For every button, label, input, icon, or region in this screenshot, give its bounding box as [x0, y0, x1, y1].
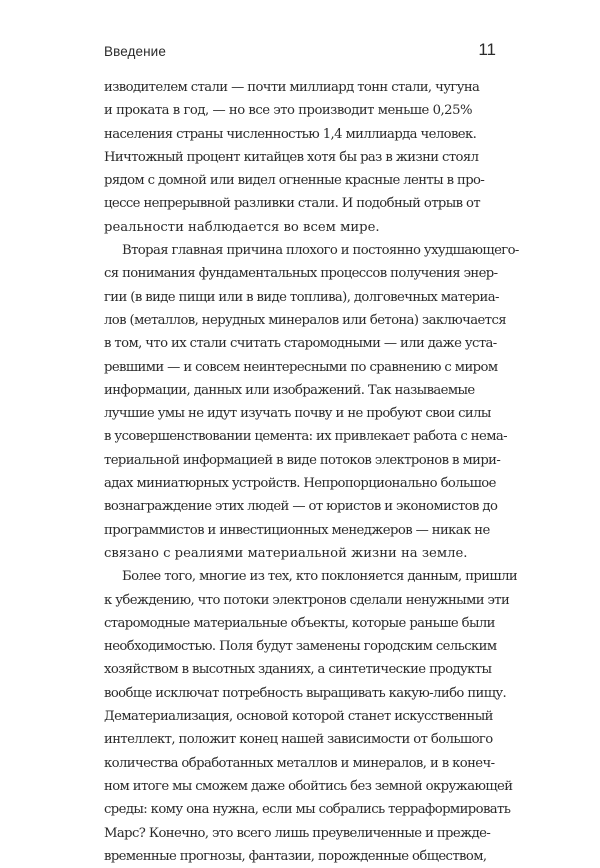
text-line: в том, что их стали считать старомодными — или даже уста-: [104, 336, 497, 352]
text-line: населения страны численностью 1,4 миллиарда человек.: [104, 126, 477, 142]
text-line: реальности наблюдается во всем мире.: [104, 219, 380, 235]
text-line: Вторая главная причина плохого и постоянно ухудшающего-: [122, 243, 519, 259]
paragraph-3: [104, 565, 518, 868]
text-line: к убеждению, что потоки электронов сделали ненужными эти: [104, 592, 510, 608]
text-line: интеллект, положит конец нашей зависимости от большого: [104, 732, 493, 748]
text-line: Более того, многие из тех, кто поклоняется данным, пришли: [122, 569, 518, 585]
text-line: ревшими — и совсем неинтересными по сравнению с миром: [104, 359, 498, 375]
text-line: адах миниатюрных устройств. Непропорционально большое: [104, 476, 496, 492]
text-line: Дематериализация, основой которой станет искусственный: [104, 709, 493, 725]
text-line: Марс? Конечно, это всего лишь преувеличенные и прежде-: [104, 825, 491, 841]
paragraph-1: [104, 76, 485, 239]
text-line: временные прогнозы, фантазии, порожденные обществом,: [104, 848, 487, 864]
text-line: ся понимания фундаментальных процессов получения энер-: [104, 266, 498, 282]
paragraph-2: [104, 239, 519, 565]
text-line: вообще исключат потребность выращивать какую-либо пищу.: [104, 685, 507, 701]
body-text: [104, 76, 519, 868]
text-line: количества обработанных металлов и минералов, и в конеч-: [104, 755, 495, 771]
text-line: связано с реалиями материальной жизни на земле.: [104, 545, 468, 561]
text-line: изводителем стали — почти миллиард тонн стали, чугуна: [104, 80, 480, 95]
text-line: лов (металлов, нерудных минералов или бетона) заключается: [104, 312, 506, 328]
text-line: в усовершенствовании цемента: их привлекает работа с нема-: [104, 429, 507, 445]
text-line: среды: кому она нужна, если мы собрались терраформировать: [104, 802, 511, 818]
text-line: Ничтожный процент китайцев хотя бы раз в жизни стоял: [104, 149, 479, 165]
page-number: 11: [478, 40, 496, 59]
text-line: териальной информацией в виде потоков электронов в мири-: [104, 452, 501, 468]
running-head: Введение: [104, 44, 166, 59]
text-line: старомодные материальные объекты, которые раньше были: [104, 615, 495, 631]
text-line: необходимостью. Поля будут заменены городским сельским: [104, 639, 497, 655]
text-line: программистов и инвестиционных менеджеров — никак не: [104, 522, 490, 538]
text-line: и проката в год, — но все это производит меньше 0,25%: [104, 103, 472, 119]
text-line: информации, данных или изображений. Так называемые: [104, 382, 475, 398]
text-line: рядом с домной или видел огненные красные ленты в про-: [104, 173, 485, 189]
text-line: ном итоге мы сможем даже обойтись без земной окружающей: [104, 778, 513, 794]
text-line: цессе непрерывной разливки стали. И подобный отрыв от: [104, 196, 481, 212]
text-line: лучшие умы не идут изучать почву и не пробуют свои силы: [104, 406, 491, 422]
text-line: вознаграждение этих людей — от юристов и экономистов до: [104, 499, 498, 515]
text-line: хозяйством в высотных зданиях, а синтетические продукты: [104, 662, 492, 678]
text-line: гии (в виде пищи или в виде топлива), долговечных материа-: [104, 289, 499, 305]
